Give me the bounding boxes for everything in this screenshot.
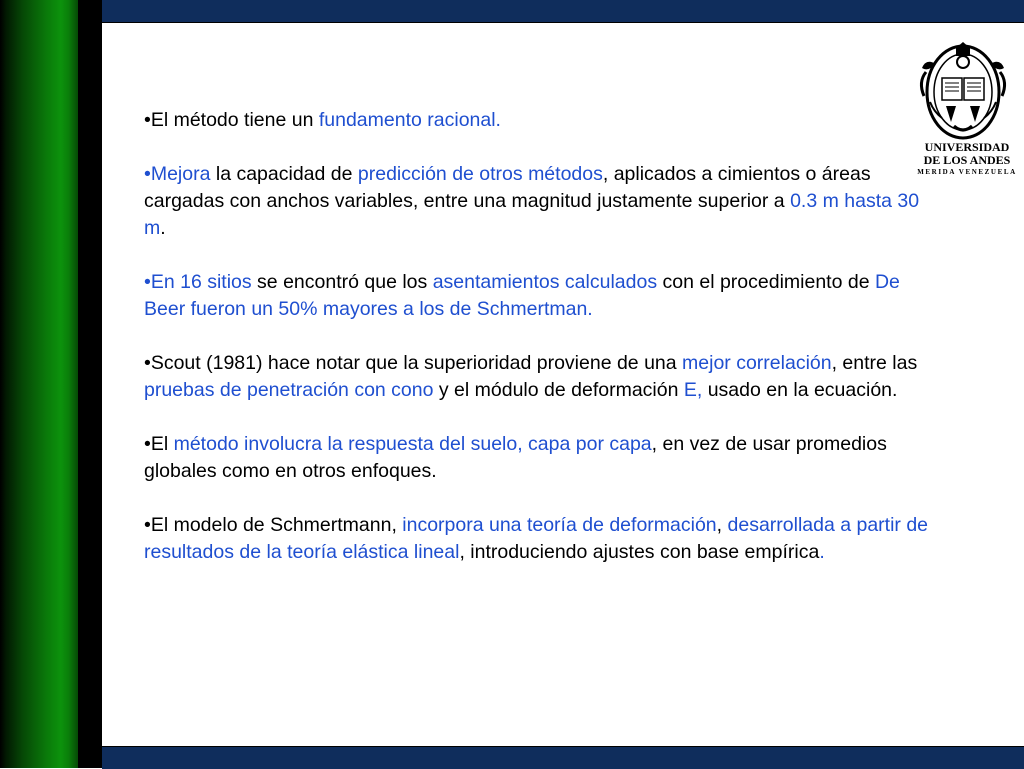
highlighted-text: 0.3 m hasta 30 m (144, 190, 920, 239)
bottom-band (102, 746, 1024, 769)
body-text: •El (144, 433, 174, 455)
highlighted-text: pruebas de penetración con cono (144, 379, 434, 401)
bullet-paragraph (144, 350, 934, 404)
university-name-line1: UNIVERSIDAD (924, 140, 1010, 154)
highlighted-text: desarrollada a partir de resultados de la teoría elástica lineal (144, 514, 929, 563)
body-text: , aplicados a cimientos o áreas cargadas con anchos variables, entre una magnitud justamente superior a (144, 163, 871, 212)
bullet-paragraph (144, 107, 934, 134)
university-crest-icon (916, 42, 1018, 142)
slide-body (144, 107, 934, 593)
highlighted-text: De Beer fueron un 50% mayores a los de Schmertman. (144, 271, 900, 320)
highlighted-text: predicción de otros métodos (357, 163, 603, 185)
university-logo (916, 42, 1018, 184)
body-text: y el módulo de deformación (433, 379, 684, 401)
highlighted-text: método involucra la respuesta del suelo, capa por capa (173, 433, 652, 455)
bullet-paragraph (144, 161, 934, 242)
body-text: , en vez de usar promedios globales como en otros enfoques. (144, 433, 887, 482)
bullet-paragraph (144, 269, 934, 323)
body-text: , (716, 514, 728, 536)
bullet-paragraph (144, 512, 934, 566)
body-text: usado en la ecuación. (702, 379, 898, 401)
highlighted-text: •Mejora (144, 163, 211, 185)
body-text: la capacidad de (210, 163, 358, 185)
body-text: con el procedimiento de (657, 271, 875, 293)
highlighted-text: . (819, 541, 825, 563)
body-text: , entre las (831, 352, 918, 374)
highlighted-text: •En 16 sitios (144, 271, 252, 293)
highlighted-text: fundamento racional. (318, 109, 501, 131)
body-text: •Scout (1981) hace notar que la superioridad proviene de una (144, 352, 683, 374)
body-text: •El modelo de Schmertmann, (144, 514, 403, 536)
highlighted-text: mejor correlación (682, 352, 832, 374)
body-text: , introduciendo ajustes con base empírica (459, 541, 820, 563)
left-green-bar (0, 0, 78, 768)
body-text: se encontró que los (251, 271, 433, 293)
highlighted-text: E, (683, 379, 703, 401)
body-text: . (160, 217, 166, 239)
bullet-paragraph (144, 431, 934, 485)
top-band (102, 0, 1024, 23)
highlighted-text: incorpora una teoría de deformación (402, 514, 717, 536)
highlighted-text: asentamientos calculados (432, 271, 658, 293)
left-black-stripe (78, 0, 102, 768)
university-city: MERIDA VENEZUELA (917, 168, 1017, 176)
body-text: •El método tiene un (144, 109, 319, 131)
university-name-line2: DE LOS ANDES (923, 153, 1011, 167)
